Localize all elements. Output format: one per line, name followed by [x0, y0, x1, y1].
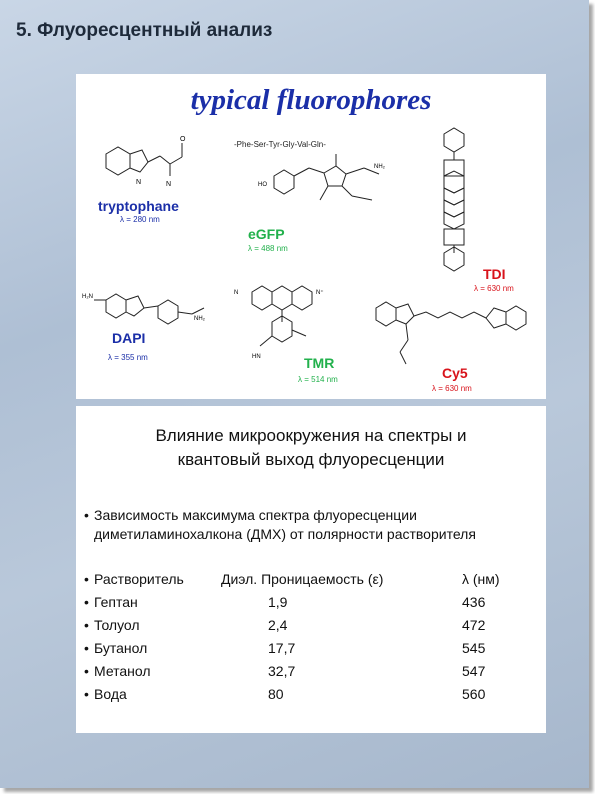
- svg-text:N⁺: N⁺: [316, 290, 324, 296]
- cy5-wavelength: λ = 630 nm: [432, 384, 472, 393]
- cell-solvent: Бутанол: [94, 640, 148, 656]
- tmr-structure: [232, 280, 372, 370]
- svg-text:N: N: [234, 290, 239, 296]
- section-heading-line1: Влияние микроокружения на спектры и: [155, 426, 467, 445]
- header-solvent: Растворитель: [94, 571, 184, 587]
- table-row: [76, 594, 546, 616]
- cell-solvent: Вода: [94, 686, 127, 702]
- dapi-structure: [82, 270, 232, 340]
- svg-text:N: N: [166, 181, 172, 188]
- tdi-structure: [424, 126, 484, 276]
- dapi-wavelength: λ = 355 nm: [108, 353, 148, 362]
- cell-permittivity: 80: [268, 686, 284, 702]
- cell-permittivity: 1,9: [268, 594, 288, 610]
- cy5-structure: [368, 286, 538, 376]
- intro-line1: Зависимость максимума спектра флуоресценции: [94, 507, 417, 523]
- table-row: [76, 686, 546, 708]
- section-heading: [76, 424, 546, 472]
- svg-text:HO: HO: [258, 182, 267, 188]
- bullet: •: [84, 571, 89, 587]
- tmr-wavelength: λ = 514 nm: [298, 375, 338, 384]
- solvent-effect-panel: [76, 406, 546, 733]
- intro-text: [94, 506, 476, 544]
- intro-line2: диметиламинохалкона (ДМХ) от полярности растворителя: [94, 526, 476, 542]
- table-row: [76, 617, 546, 639]
- svg-text:H₂N: H₂N: [82, 294, 93, 300]
- bullet: •: [84, 640, 89, 656]
- header-wavelength: λ (нм): [462, 571, 500, 587]
- slide-title: 5. Флуоресцентный анализ: [16, 20, 273, 41]
- egfp-structure: [254, 148, 404, 218]
- bullet: •: [84, 663, 89, 679]
- cell-permittivity: 2,4: [268, 617, 288, 633]
- egfp-label: eGFP: [248, 226, 285, 242]
- cell-wavelength: 560: [462, 686, 486, 702]
- cell-wavelength: 436: [462, 594, 486, 610]
- svg-text:HN: HN: [252, 354, 261, 360]
- tryptophane-structure: [96, 129, 206, 204]
- tdi-label: TDI: [483, 266, 506, 282]
- cell-solvent: Гептан: [94, 594, 138, 610]
- table-row: [76, 640, 546, 662]
- bullet: •: [84, 507, 89, 523]
- egfp-peptide-label: -Phe-Ser-Tyr-Gly-Val-Gln-: [234, 140, 326, 149]
- cell-solvent: Метанол: [94, 663, 151, 679]
- cell-wavelength: 472: [462, 617, 486, 633]
- tdi-wavelength: λ = 630 nm: [474, 284, 514, 293]
- dapi-label: DAPI: [112, 330, 146, 346]
- tryptophane-wavelength: λ = 280 nm: [120, 215, 160, 224]
- bullet: •: [84, 686, 89, 702]
- svg-text:O: O: [180, 136, 186, 143]
- tmr-label: TMR: [304, 355, 335, 371]
- header-permittivity: Диэл. Проницаемость (ε): [221, 571, 384, 587]
- bullet: •: [84, 594, 89, 610]
- svg-text:NH₂: NH₂: [194, 316, 205, 322]
- cell-wavelength: 545: [462, 640, 486, 656]
- cell-solvent: Толуол: [94, 617, 140, 633]
- fluorophores-figure: [76, 74, 546, 399]
- table-header-row: [76, 571, 546, 593]
- table-row: [76, 663, 546, 685]
- tryptophane-label: tryptophane: [98, 198, 179, 214]
- cell-wavelength: 547: [462, 663, 486, 679]
- figure-title: typical fluorophores: [190, 84, 432, 116]
- svg-text:N: N: [136, 179, 142, 186]
- section-heading-line2: квантовый выход флуоресценции: [177, 450, 445, 469]
- svg-text:NH₂: NH₂: [374, 164, 385, 170]
- cell-permittivity: 32,7: [268, 663, 296, 679]
- cy5-label: Cy5: [442, 365, 468, 381]
- cell-permittivity: 17,7: [268, 640, 296, 656]
- bullet: •: [84, 617, 89, 633]
- egfp-wavelength: λ = 488 nm: [248, 244, 288, 253]
